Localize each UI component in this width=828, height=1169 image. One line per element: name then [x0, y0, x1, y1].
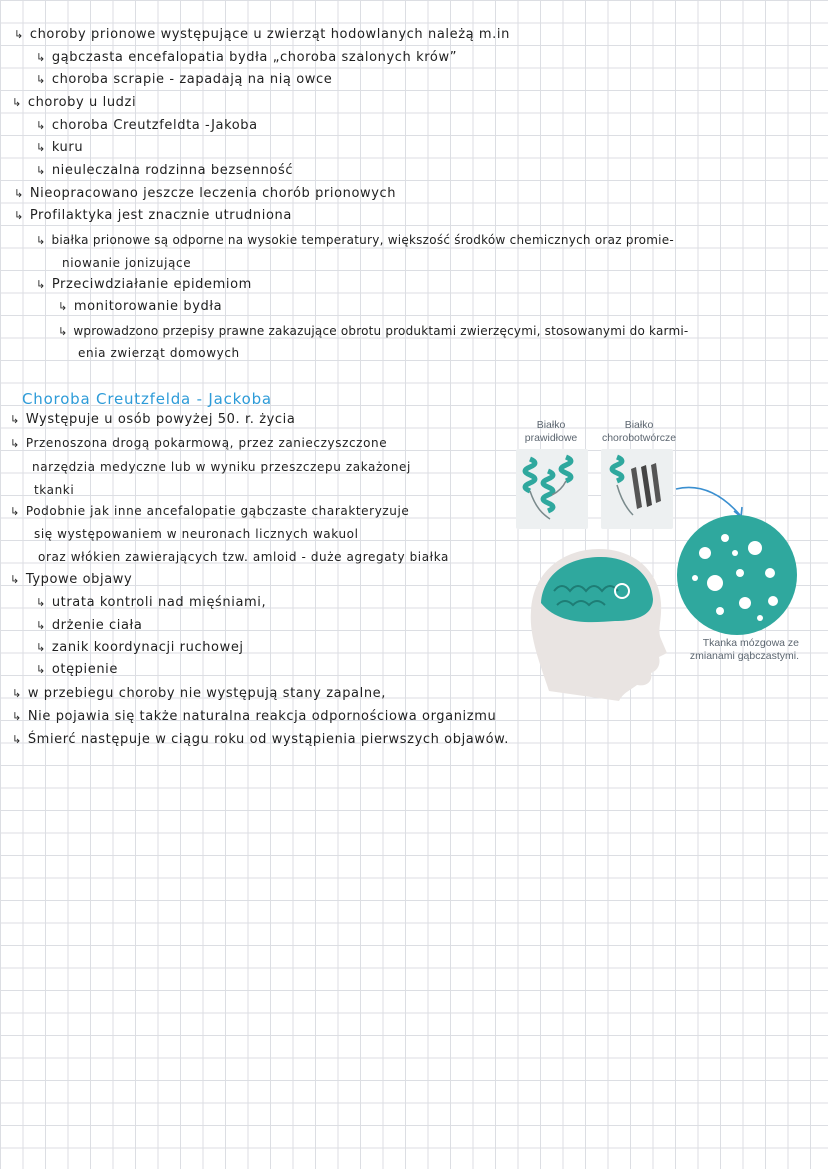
arrow-icon: ↳ [10, 573, 20, 586]
arrow-icon: ↳ [10, 505, 20, 518]
arrow-icon: ↳ [36, 278, 46, 291]
note-line: ↳ Profilaktyka jest znacznie utrudniona [14, 208, 292, 223]
note-line: ↳ Typowe objawy [10, 572, 133, 587]
note-line: ↳ utrata kontroli nad mięśniami, [36, 595, 267, 610]
arrow-icon: ↳ [14, 209, 24, 222]
arrow-icon: ↳ [12, 96, 22, 109]
note-line: niowanie jonizujące [62, 256, 192, 270]
arrow-icon: ↳ [12, 710, 22, 723]
note-line: ↳ gąbczasta encefalopatia bydła „choroba szalonych krów” [36, 50, 458, 65]
arrow-icon: ↳ [36, 119, 46, 132]
note-line: ↳ białka prionowe są odporne na wysokie temperatury, większość środków chemicznych oraz promie- [36, 233, 674, 247]
arrow-icon: ↳ [36, 619, 46, 632]
beta-sheet-icon [601, 449, 673, 529]
note-line: oraz włókien zawierających tzw. amloid - duże agregaty białka [38, 550, 449, 564]
note-line: ↳ choroba Creutzfeldta -Jakoba [36, 118, 258, 133]
arrow-icon: ↳ [36, 164, 46, 177]
note-line: narzędzia medyczne lub w wyniku przeszczepu zakażonej [32, 460, 411, 474]
arrow-icon: ↳ [12, 733, 22, 746]
arrow-icon: ↳ [36, 73, 46, 86]
note-line: ↳ Nie pojawia się także naturalna reakcja odpornościowa organizmu [12, 709, 497, 724]
arrow-icon: ↳ [36, 596, 46, 609]
arrow-icon: ↳ [36, 641, 46, 654]
note-line: ↳ otępienie [36, 662, 118, 677]
note-line: ↳ wprowadzono przepisy prawne zakazujące obrotu produktami zwierzęcymi, stosowanymi do karmi- [58, 324, 689, 338]
note-line: się występowaniem w neuronach licznych wakuol [34, 527, 359, 541]
alpha-helix-icon [516, 449, 588, 529]
arrow-icon: ↳ [10, 437, 20, 450]
note-line: ↳ Przenoszona drogą pokarmową, przez zanieczyszczone [10, 436, 388, 450]
label-normal-protein: Białko prawidłowe [524, 419, 578, 444]
disease-protein-image [601, 449, 673, 529]
spongy-tissue-image [675, 513, 799, 637]
arrow-icon: ↳ [12, 687, 22, 700]
note-line: ↳ Podobnie jak inne ancefalopatie gąbczaste charakteryzuje [10, 504, 410, 518]
arrow-icon: ↳ [36, 663, 46, 676]
note-line: enia zwierząt domowych [78, 346, 240, 360]
note-line: ↳ drżenie ciała [36, 618, 143, 633]
note-line: ↳ choroba scrapie - zapadają na nią owce [36, 72, 333, 87]
note-line: ↳ kuru [36, 140, 84, 155]
label-tissue: Tkanka mózgowa ze zmianami gąbczastymi. [689, 637, 799, 662]
note-line: tkanki [34, 483, 75, 497]
label-disease-protein: Białko chorobotwórcze [601, 419, 677, 444]
arrow-icon: ↳ [58, 300, 68, 313]
note-line: ↳ Nieopracowano jeszcze leczenia chorób prionowych [14, 186, 397, 201]
note-line: ↳ w przebiegu choroby nie występują stany zapalne, [12, 686, 386, 701]
arrow-icon: ↳ [36, 141, 46, 154]
arrow-icon: ↳ [14, 187, 24, 200]
note-line: ↳ zanik koordynacji ruchowej [36, 640, 244, 655]
head-brain-image [519, 541, 669, 701]
note-line: ↳ Przeciwdziałanie epidemiom [36, 277, 252, 292]
arrow-icon: ↳ [10, 413, 20, 426]
note-line: ↳ choroby prionowe występujące u zwierząt hodowlanych należą m.in [14, 27, 510, 42]
arrow-icon: ↳ [36, 51, 46, 64]
arrow-icon: ↳ [58, 325, 68, 338]
prion-figure [505, 413, 815, 703]
normal-protein-image [516, 449, 588, 529]
note-line: ↳ nieuleczalna rodzinna bezsenność [36, 163, 294, 178]
section-title: Choroba Creutzfelda - Jackoba [22, 390, 272, 408]
arrow-icon: ↳ [36, 234, 46, 247]
note-line: ↳ Śmierć następuje w ciągu roku od wystąpienia pierwszych objawów. [12, 732, 509, 747]
note-line: ↳ choroby u ludzi [12, 95, 137, 110]
arrow-icon: ↳ [14, 28, 24, 41]
note-line: ↳ monitorowanie bydła [58, 299, 223, 314]
note-line: ↳ Występuje u osób powyżej 50. r. życia [10, 412, 296, 427]
